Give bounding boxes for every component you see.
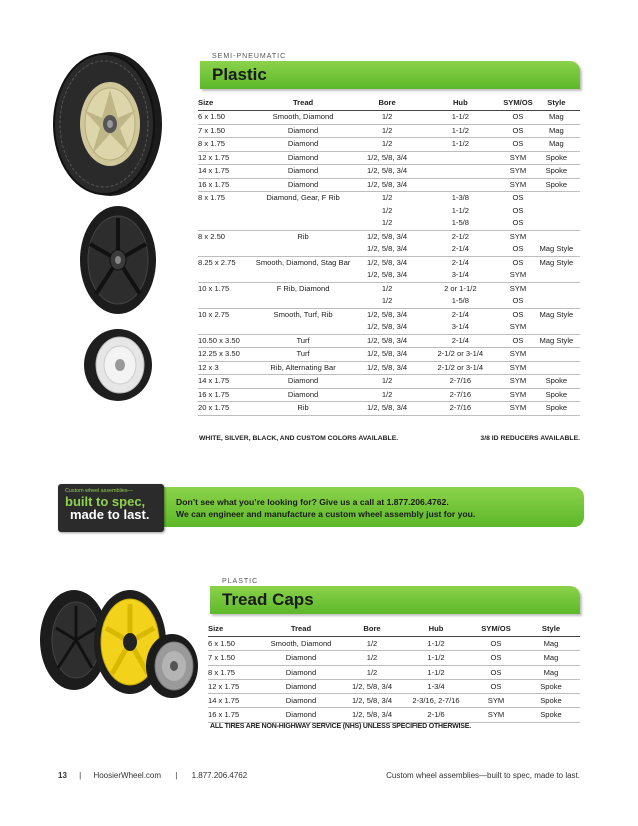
table-cell: SYM	[503, 402, 533, 416]
table-cell: Diamond	[249, 375, 356, 389]
table-cell: 1/2, 5/8, 3/4	[357, 178, 418, 192]
table-cell: 1-1/2	[402, 651, 470, 665]
table-row	[198, 375, 580, 389]
table-cell: 7 x 1.50	[208, 651, 260, 665]
section-kicker-2: PLASTIC	[222, 578, 259, 585]
table-cell: Spoke	[533, 375, 580, 389]
table-row	[198, 243, 580, 256]
col-style-2: Style	[522, 622, 580, 637]
table-cell: 1/2	[342, 665, 402, 679]
badge-small-text: Custom wheel assemblies—	[65, 488, 134, 494]
table-cell	[198, 205, 249, 218]
white-wheel-black-tire-icon	[80, 326, 156, 404]
table-cell: 1/2	[357, 375, 418, 389]
table-cell: Mag Style	[539, 257, 574, 267]
table-cell	[249, 269, 356, 282]
table-cell: 1/2, 5/8, 3/4	[367, 257, 408, 267]
table-cell	[418, 165, 504, 179]
table-cell	[198, 269, 249, 282]
table-cell: 10 x 1.75	[198, 283, 230, 293]
col-style: Style	[533, 96, 580, 111]
table-cell: OS	[512, 193, 524, 202]
section-title: Plastic	[212, 65, 267, 84]
table-cell	[533, 361, 580, 375]
table-cell: Rib	[297, 231, 309, 241]
table-cell: 1/2	[357, 124, 418, 138]
section-kicker: SEMI-PNEUMATIC	[212, 53, 287, 60]
table-cell: SYM	[509, 231, 527, 241]
table-cell: Mag	[533, 138, 580, 152]
table-row	[208, 679, 580, 693]
table-cell: SYM	[470, 694, 522, 708]
callout-text	[176, 496, 475, 520]
col-tread-2: Tread	[260, 622, 342, 637]
table-cell: 1-1/2	[402, 665, 470, 679]
table-cell: Diamond	[249, 124, 356, 138]
table-cell: Spoke	[522, 679, 580, 693]
table-cell: 1-5/8	[418, 217, 504, 230]
table-row	[198, 178, 580, 192]
built-to-spec-badge	[58, 484, 164, 532]
table-cell: OS	[512, 309, 524, 319]
table-header	[198, 96, 580, 111]
table-cell: 3-1/4	[418, 321, 504, 334]
table-cell: Spoke	[533, 388, 580, 402]
table-cell: Diamond	[249, 138, 356, 152]
table-cell: Spoke	[533, 165, 580, 179]
table-body	[198, 111, 580, 416]
table-row	[198, 388, 580, 402]
table-cell: OS	[470, 679, 522, 693]
footer-separator: |	[175, 771, 178, 780]
table-cell: 2-1/4	[418, 334, 504, 348]
table-cell: SYM	[503, 348, 533, 362]
table-cell: Diamond	[249, 151, 356, 165]
table-cell: 1-1/2	[418, 138, 504, 152]
table-header-2	[208, 622, 580, 637]
table-cell: 1/2	[357, 217, 418, 230]
col-sym-os: SYM/OS	[503, 96, 533, 111]
footer	[58, 771, 247, 780]
table-row	[208, 651, 580, 665]
table-cell: Spoke	[533, 402, 580, 416]
table-cell: OS	[503, 111, 533, 125]
table-cell: Spoke	[533, 178, 580, 192]
table-cell: SYM	[470, 708, 522, 722]
table-cell: SYM	[503, 151, 533, 165]
table-cell: 8.25 x 2.75	[198, 257, 236, 267]
table-row	[198, 282, 580, 295]
table-row	[198, 217, 580, 230]
table-cell: 2-1/2 or 3-1/4	[418, 348, 504, 362]
table-cell: 8 x 1.75	[208, 665, 260, 679]
table-row	[208, 665, 580, 679]
table-cell: 16 x 1.75	[198, 388, 249, 402]
table-cell: 2-7/16	[418, 375, 504, 389]
table-cell	[249, 295, 356, 308]
table-cell: 1-3/8	[451, 193, 469, 202]
table-cell	[533, 321, 580, 334]
table-cell: 1-5/8	[418, 295, 504, 308]
table-cell: 2-7/16	[418, 402, 504, 416]
footer-tagline: Custom wheel assemblies—built to spec, made to last.	[386, 771, 580, 780]
table-row	[198, 111, 580, 125]
table-cell: 2-1/4	[451, 257, 469, 267]
table-row	[198, 165, 580, 179]
table-cell: Mag	[533, 124, 580, 138]
table-cell: Smooth, Diamond	[249, 111, 356, 125]
table-cell: 1/2, 5/8, 3/4	[357, 151, 418, 165]
table-cell	[533, 192, 580, 205]
table-cell: Diamond, Gear, F Rib	[266, 193, 340, 202]
colors-note: WHITE, SILVER, BLACK, AND CUSTOM COLORS AVAILABLE.	[199, 435, 399, 442]
table-cell: 10 x 2.75	[198, 309, 230, 319]
tread-caps-table	[208, 622, 580, 723]
table-cell: Smooth, Diamond	[260, 637, 342, 651]
table-row	[198, 402, 580, 416]
table-cell: 1/2	[357, 388, 418, 402]
nhs-note: ALL TIRES ARE NON-HIGHWAY SERVICE (NHS) UNLESS SPECIFIED OTHERWISE.	[210, 723, 471, 730]
col-hub: Hub	[418, 96, 504, 111]
table-cell: 1/2, 5/8, 3/4	[357, 402, 418, 416]
table-cell: Mag	[533, 111, 580, 125]
section-title-bar	[200, 61, 580, 89]
table-cell: SYM	[503, 269, 533, 282]
col-size-2: Size	[208, 622, 260, 637]
table-cell: SYM	[503, 321, 533, 334]
table-cell: 10.50 x 3.50	[198, 334, 249, 348]
table-cell: 1/2	[381, 205, 393, 215]
table-cell: 1-3/4	[402, 679, 470, 693]
badge-line1: built to spec,	[65, 494, 146, 509]
table-cell: 2-1/2	[451, 231, 469, 241]
table-cell: 2-1/6	[402, 708, 470, 722]
tread-cap-wheels-icon	[22, 584, 202, 702]
reducers-note: 3/8 ID REDUCERS AVAILABLE.	[480, 435, 580, 442]
table-cell: 3-1/4	[418, 269, 504, 282]
section-title-bar-2	[210, 586, 580, 614]
table-cell: 1/2, 5/8, 3/4	[357, 243, 418, 256]
table-cell	[249, 243, 356, 256]
table-row	[198, 269, 580, 282]
table-cell: Rib	[249, 402, 356, 416]
table-row	[198, 138, 580, 152]
table-cell: SYM	[503, 165, 533, 179]
phone-number: 1.877.206.4762	[191, 771, 248, 780]
table-row	[198, 230, 580, 243]
table-cell: OS	[512, 257, 524, 267]
table-cell: 6 x 1.50	[198, 111, 249, 125]
col-tread: Tread	[249, 96, 356, 111]
table-cell: 16 x 1.75	[208, 708, 260, 722]
table-cell: OS	[503, 124, 533, 138]
table-row	[198, 361, 580, 375]
table-cell	[533, 295, 580, 308]
table-cell	[198, 321, 249, 334]
table-cell: Mag Style	[539, 309, 574, 319]
col-hub-2: Hub	[402, 622, 470, 637]
table-row	[208, 637, 580, 651]
table-cell: 1-1/2	[418, 111, 504, 125]
table-cell: Diamond	[260, 651, 342, 665]
table-cell: 8 x 1.75	[198, 193, 226, 202]
table-cell: OS	[503, 243, 533, 256]
table-cell: Diamond	[260, 679, 342, 693]
table-cell: 1/2, 5/8, 3/4	[367, 309, 408, 319]
table-cell: OS	[503, 295, 533, 308]
table-cell: Mag Style	[533, 243, 580, 256]
table-cell: 1/2, 5/8, 3/4	[357, 165, 418, 179]
table-cell: 8 x 2.50	[198, 231, 226, 241]
table-cell	[249, 205, 356, 218]
table-cell: 1/2, 5/8, 3/4	[357, 269, 418, 282]
table-cell: Mag	[522, 637, 580, 651]
table-row	[198, 205, 580, 218]
table-cell: OS	[503, 334, 533, 348]
table-cell: SYM	[509, 283, 527, 293]
callout-line1: Don’t see what you’re looking for? Give us a call at 1.877.206.4762.	[176, 497, 449, 507]
table-cell: 1-1/2	[451, 205, 469, 215]
table-cell	[533, 217, 580, 230]
table-cell: 2-3/16, 2-7/16	[402, 694, 470, 708]
table-cell: SYM	[503, 375, 533, 389]
table-cell: SYM	[503, 361, 533, 375]
table-cell: Diamond	[249, 178, 356, 192]
section-title-2: Tread Caps	[222, 590, 314, 609]
table-cell: 1/2	[342, 651, 402, 665]
table-cell: 2-1/2 or 3-1/4	[418, 361, 504, 375]
col-sym-os-2: SYM/OS	[470, 622, 522, 637]
table-row	[208, 694, 580, 708]
table-cell: 14 x 1.75	[198, 165, 249, 179]
table-cell: 12.25 x 3.50	[198, 348, 249, 362]
table-cell	[198, 217, 249, 230]
table-cell: OS	[503, 217, 533, 230]
table-cell: Spoke	[522, 694, 580, 708]
table-cell: F Rib, Diamond	[276, 283, 330, 293]
table-row	[198, 151, 580, 165]
table-cell: 2 or 1-1/2	[444, 283, 477, 293]
table-cell	[533, 230, 580, 243]
table-cell	[533, 282, 580, 295]
table-cell: 1/2, 5/8, 3/4	[357, 321, 418, 334]
table-cell	[198, 243, 249, 256]
col-bore: Bore	[357, 96, 418, 111]
table-row	[198, 295, 580, 308]
table-cell: 1/2	[357, 111, 418, 125]
table-cell	[533, 205, 580, 218]
table-cell: OS	[470, 665, 522, 679]
table-cell: Smooth, Diamond, Stag Bar	[255, 257, 351, 267]
table-cell: 16 x 1.75	[198, 178, 249, 192]
table-cell: 1/2	[357, 295, 418, 308]
table-cell: Spoke	[522, 708, 580, 722]
col-bore-2: Bore	[342, 622, 402, 637]
table-row	[198, 124, 580, 138]
table-cell	[249, 321, 356, 334]
table-cell: OS	[470, 637, 522, 651]
table-cell: Mag	[522, 665, 580, 679]
col-size: Size	[198, 96, 249, 111]
table-cell: 1/2, 5/8, 3/4	[342, 708, 402, 722]
table-cell: Diamond	[260, 694, 342, 708]
table-cell: 1/2, 5/8, 3/4	[357, 348, 418, 362]
table-cell: 8 x 1.75	[198, 138, 249, 152]
table-cell: 7 x 1.50	[198, 124, 249, 138]
table-cell: Smooth, Turf, Rib	[273, 309, 333, 319]
table-cell: Spoke	[533, 151, 580, 165]
table-cell: 1/2, 5/8, 3/4	[342, 679, 402, 693]
table-cell: 20 x 1.75	[198, 402, 249, 416]
table-cell: 1/2	[381, 193, 393, 202]
table-cell: 1/2	[357, 138, 418, 152]
table-cell: 14 x 1.75	[208, 694, 260, 708]
table-row	[208, 708, 580, 722]
table-cell	[198, 295, 249, 308]
table-cell: Diamond	[260, 665, 342, 679]
table-row	[198, 308, 580, 321]
table-cell: 12 x 3	[198, 361, 249, 375]
table-cell: 2-1/4	[451, 309, 469, 319]
page-number: 13	[58, 771, 67, 780]
table-row	[198, 256, 580, 269]
table-cell: 1/2, 5/8, 3/4	[367, 231, 408, 241]
table-row	[198, 334, 580, 348]
black-spoke-wheel-icon	[72, 202, 160, 318]
table-cell: 2-1/4	[418, 243, 504, 256]
table-cell: OS	[470, 651, 522, 665]
table-cell: 1/2	[342, 637, 402, 651]
table-cell	[418, 151, 504, 165]
table-cell: OS	[503, 138, 533, 152]
table-body-2	[208, 637, 580, 723]
table-cell: SYM	[503, 178, 533, 192]
table-cell: Turf	[249, 334, 356, 348]
table-cell: 1/2, 5/8, 3/4	[342, 694, 402, 708]
site-link[interactable]: HoosierWheel.com	[93, 771, 162, 780]
table-cell: Diamond	[260, 708, 342, 722]
table-cell	[533, 269, 580, 282]
table-cell: 14 x 1.75	[198, 375, 249, 389]
table-cell: Rib, Alternating Bar	[249, 361, 356, 375]
table-cell: OS	[512, 205, 524, 215]
table-cell: Diamond	[249, 165, 356, 179]
table-cell: Mag Style	[533, 334, 580, 348]
black-tire-tan-mag-hub-icon	[44, 44, 168, 200]
table-cell: 1-1/2	[402, 637, 470, 651]
table-cell: 12 x 1.75	[208, 679, 260, 693]
callout-line2: We can engineer and manufacture a custom wheel assembly just for you.	[176, 509, 476, 519]
table-cell: 12 x 1.75	[198, 151, 249, 165]
table-cell: Mag	[522, 651, 580, 665]
table-cell: 1/2, 5/8, 3/4	[357, 361, 418, 375]
table-cell	[533, 348, 580, 362]
table-cell	[249, 217, 356, 230]
table-cell: 2-7/16	[418, 388, 504, 402]
footer-separator: |	[79, 771, 82, 780]
table-cell: 1/2, 5/8, 3/4	[357, 334, 418, 348]
table-cell: 6 x 1.50	[208, 637, 260, 651]
plastic-wheels-table	[198, 96, 580, 416]
table-cell: 1-1/2	[418, 124, 504, 138]
table-row	[198, 321, 580, 334]
table-cell	[418, 178, 504, 192]
badge-line2: made to last.	[70, 507, 150, 522]
table-row	[198, 192, 580, 205]
table-cell: 1/2	[381, 283, 393, 293]
table-cell: SYM	[503, 388, 533, 402]
table-row	[198, 348, 580, 362]
table-cell: Diamond	[249, 388, 356, 402]
table-cell: Turf	[249, 348, 356, 362]
